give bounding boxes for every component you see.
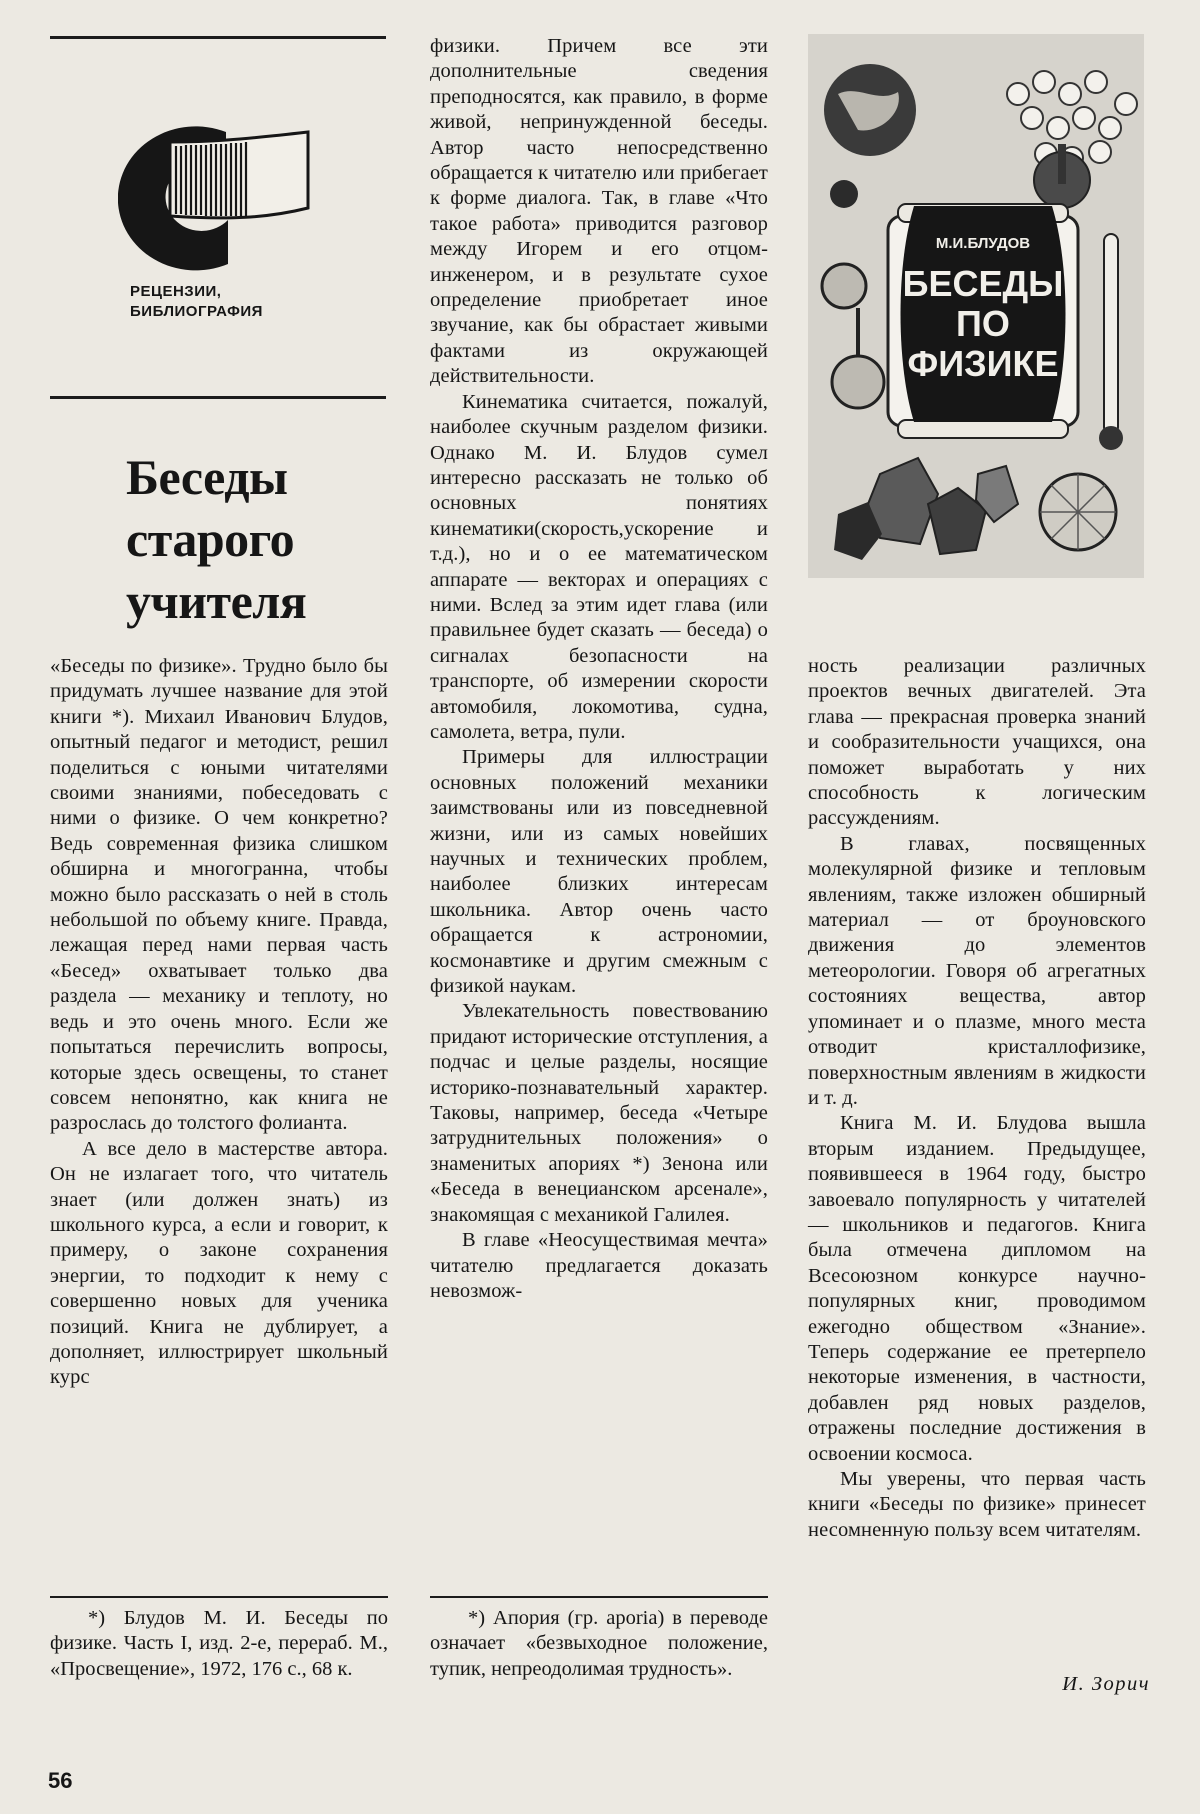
paragraph: ность реализации различных проектов вечных двигателей. Эта глава — прекрасная проверка знаний и сообразительности учащихся, она поможет выработать у них способность к логическим рассуждениям. [808,655,1146,830]
title-line-2: старого [126,511,295,567]
paragraph: А все дело в мастерстве автора. Он не излагает того, что читатель знает (или должен знать) из школьного курса, а если и говорит, к примеру, о законе сохранения энергии, то подходит к нему с совершенно новых для ученика позиций. Книга не дублирует, а дополняет, иллюстрирует школьный курс [50,1137,388,1389]
page-number: 56 [48,1768,73,1793]
text-column-1 [50,654,388,1391]
cover-title-line3: ФИЗИКЕ [907,343,1059,384]
paragraph: Кинематика считается, пожалуй, наиболее скучным разделом физики. Однако М. И. Блудов сумел интересно рассказать не только об основных понятиях кинематики(скорость,ускорение и т.д.), но и о ее математическом аппарате — векторах и операциях с ними. Вслед за этим идет глава (или правильнее будет сказать — беседа) о сигналах безопасности на транспорте, об измерении скорости автомобиля, локомотива, судна, самолета, ветра, пули. [430,390,768,743]
paragraph: Книга М. И. Блудова вышла вторым изданием. Предыдущее, появившееся в 1964 году, быстро завоевало популярность у читателей — школьников и педагогов. Книга была отмечена дипломом на Всесоюзном конкурсе научно-популярных книг, проводимом ежегодно обществом «Знание». Теперь содержание ее претерпело некоторые изменения, в частности, добавлен ряд новых разделов, отражены последние достижения в освоении космоса. [808,1112,1146,1465]
rubric-label [130,282,300,322]
article-title [126,446,386,632]
paragraph: «Беседы по физике». Трудно было бы придумать лучшее название для этой книги *). Михаил Иванович Блудов, опытный педагог и методист, решил поделиться с юными читателями своими знаниями, побеседовать с ними о физике. О чем конкретно? Ведь современная физика слишком обширна и многогранна, чтобы можно было рассказать о ней в столь небольшой по объему книге. Правда, лежащая перед нами первая часть «Бесед» охватывает только два раздела — механику и теплоту, но ведь и это очень много. Если же попытаться перечислить вопросы, которые здесь освещены, то станет совсем непонятно, как книга не разрослась до толстого фолианта. [50,655,388,1135]
paragraph: Примеры для иллюстрации основных положений механики заимствованы или из повседневной жизни, или из самых новейших научных и технических проблем, наиболее близких интересам школьника. Автор очень часто обращается к астрономии, космонавтике и другим смежным с физикой наукам. [430,746,768,998]
paragraph: В главе «Неосуществимая мечта» читателю предлагается доказать невозмож- [430,1229,768,1302]
book-cover-illustration [808,34,1144,578]
cover-title-line1: БЕСЕДЫ [902,263,1064,304]
top-rule [50,36,386,39]
author-signature: И. Зорич [1062,1673,1150,1695]
footnote-text-1: *) Блудов М. И. Беседы по физике. Часть I, изд. 2-е, перераб. М., «Просвещение», 1972, 176 с., 68 к. [50,1607,388,1680]
rubric-logo [118,112,318,282]
footnote-1 [50,1606,388,1682]
paragraph: Мы уверены, что первая часть книги «Беседы по физике» принесет несомненную пользу всем читателям. [808,1468,1146,1541]
footnote-2 [430,1606,768,1682]
paragraph: физики. Причем все эти дополнительные сведения преподносятся, как правило, в форме живой, непринужденной беседы. Автор часто непосредственно обращается к читателю или прибегает к форме диалога. Так, в главе «Что такое работа» приводится разговор между Игорем и его отцом-инженером, и в результате сухое определение приобретает иное звучание, как бы обрастает живыми фактами из окружающей действительности. [430,35,768,388]
footnote-rule-1 [50,1596,388,1598]
paragraph: В главах, посвященных молекулярной физике и тепловым явлениям, также изложен обширный материал — от броуновского движения до элементов метеорологии. Говоря об агрегатных состояниях вещества, автор упоминает и о плазме, много места отводит кристаллофизике, поверхностным явлениям в жидкости и т. д. [808,832,1146,1109]
footnote-text-2: *) Апория (гр. aporia) в переводе означает «безвыходное положение, тупик, непреодолимая трудность». [430,1607,768,1680]
title-line-3: учителя [126,573,307,629]
title-line-1: Беседы [126,449,288,505]
cover-title-line2: ПО [956,303,1010,344]
text-column-2 [430,34,768,1304]
cover-author: М.И.БЛУДОВ [935,235,1031,252]
text-column-3 [808,654,1146,1543]
rubric-label-line1: РЕЦЕНЗИИ, [130,283,222,300]
paragraph: Увлекательность повествованию придают исторические отступления, а подчас и целые разделы, носящие историко-познавательный характер. Таковы, например, беседа «Четыре затруднительных положения» о знаменитых апориях *) Зенона или «Беседа в венецианском арсенале», знакомящая с механикой Галилея. [430,1000,768,1226]
footnote-rule-2 [430,1596,768,1598]
rubric-label-line2: БИБЛИОГРАФИЯ [130,303,263,320]
section-rule [50,396,386,399]
